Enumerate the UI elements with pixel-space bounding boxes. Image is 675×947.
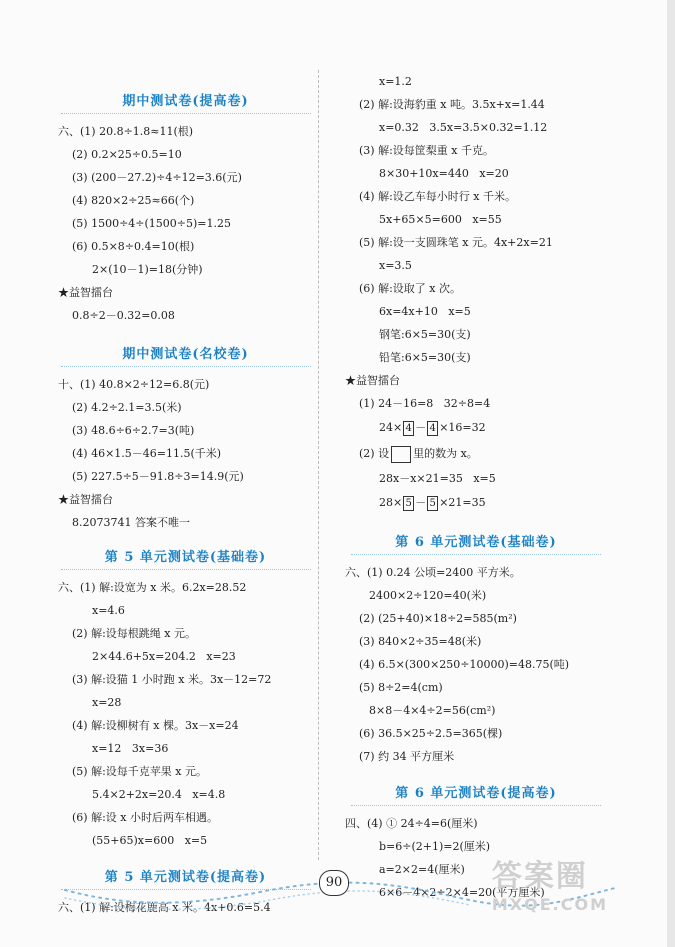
- answer-box: 4: [427, 421, 438, 436]
- answer-line: (6) 36.5×25÷2.5=365(棵): [359, 727, 503, 740]
- expr-part: －: [415, 496, 427, 509]
- watermark-logo: 答案圈 MXQE.COM: [491, 859, 608, 914]
- answer-line: 5.4×2+2x=20.4 x=4.8: [92, 788, 226, 801]
- page-edge: [667, 0, 675, 947]
- answer-line: 六、(1) 解:设梅花鹿高 x 米。4x+0.6=5.4: [58, 901, 271, 914]
- answer-line: (4) 解:设乙车每小时行 x 千米。: [359, 190, 516, 203]
- section-title: 期中测试卷(提高卷): [58, 90, 313, 114]
- answer-line: (3) 840×2÷35=48(米): [359, 635, 482, 648]
- answer-line: 5x+65×5=600 x=55: [379, 213, 502, 226]
- answer-line: 六、(1) 0.24 公顷=2400 平方米。: [345, 566, 521, 579]
- answer-box: 5: [427, 496, 438, 511]
- left-column: [58, 70, 313, 919]
- answer-line: (2) 解:设每根跳绳 x 元。: [72, 627, 196, 640]
- answer-line: (6) 解:设取了 x 次。: [359, 282, 461, 295]
- answer-line: x=28: [92, 696, 122, 709]
- answer-line: [345, 440, 607, 467]
- blank-box: [391, 446, 411, 463]
- answer-line: (2) 解:设海豹重 x 吨。3.5x+x=1.44: [359, 98, 545, 111]
- answer-line: 2×44.6+5x=204.2 x=23: [92, 650, 236, 663]
- answer-line: (6) 0.5×8÷0.4=10(根): [72, 240, 195, 253]
- answer-line: (5) 解:设一支圆珠笔 x 元。4x+2x=21: [359, 236, 553, 249]
- answer-line: (3) (200－27.2)÷4÷12=3.6(元): [72, 171, 242, 184]
- answer-line: 铅笔:6×5=30(支): [379, 351, 471, 364]
- answer-box: 5: [403, 496, 414, 511]
- answer-line: (2) (25+40)×18÷2=585(m²): [359, 612, 517, 625]
- answer-line: (3) 解:设每筐梨重 x 千克。: [359, 144, 494, 157]
- answer-line: 六、(1) 20.8÷1.8≈11(根): [58, 125, 194, 138]
- answer-line: 四、(4) ① 24÷4=6(厘米): [345, 817, 478, 830]
- answer-line: b=6÷(2+1)=2(厘米): [379, 840, 491, 853]
- answer-line: 28x－x×21=35 x=5: [379, 472, 496, 485]
- answer-line: [345, 490, 607, 515]
- answer-line: x=3.5: [379, 259, 412, 272]
- answer-line: (3) 48.6÷6÷2.7=3(吨): [72, 424, 195, 437]
- page-footer: [60, 860, 620, 920]
- answer-line: 2400×2÷120=40(米): [369, 589, 487, 602]
- expr-part: －: [415, 421, 427, 434]
- answer-line: x=0.32 3.5x=3.5×0.32=1.12: [379, 121, 548, 134]
- answer-line: (5) 1500÷4÷(1500÷5)=1.25: [72, 217, 232, 230]
- answer-line: (55+65)x=600 x=5: [92, 834, 208, 847]
- answer-line: 钢笔:6×5=30(支): [379, 328, 471, 341]
- answer-line: (5) 解:设每千克苹果 x 元。: [72, 765, 207, 778]
- answer-line: 十、(1) 40.8×2÷12=6.8(元): [58, 378, 210, 391]
- answer-line: 六、(1) 解:设宽为 x 米。6.2x=28.52: [58, 581, 247, 594]
- answer-line: x=4.6: [92, 604, 125, 617]
- section-title: 第 6 单元测试卷(提高卷): [345, 782, 607, 806]
- answer-line: (4) 46×1.5－46=11.5(千米): [72, 447, 222, 460]
- answer-line: (5) 227.5÷5－91.8÷3=14.9(元): [72, 470, 244, 483]
- answer-line: x=1.2: [379, 75, 412, 88]
- answer-line: 6×6－4×2÷2×4=20(平方厘米): [379, 886, 545, 899]
- answer-line: (2) 4.2÷2.1=3.5(米): [72, 401, 182, 414]
- bonus-label: ★益智擂台: [345, 374, 400, 387]
- expr-part: ×16=32: [439, 421, 486, 434]
- page-number: 90: [319, 870, 349, 896]
- expr-part: 24×: [379, 421, 403, 434]
- bonus-label: ★益智擂台: [58, 493, 113, 506]
- answer-line: 8×30+10x=440 x=20: [379, 167, 509, 180]
- answer-line: a=2×2=4(厘米): [379, 863, 465, 876]
- answer-line: x=12 3x=36: [92, 742, 169, 755]
- answer-line: (1) 24－16=8 32÷8=4: [359, 397, 491, 410]
- section-title: 期中测试卷(名校卷): [58, 343, 313, 367]
- expr-part: (2) 设: [359, 447, 390, 460]
- answer-line: (3) 解:设猫 1 小时跑 x 米。3x－12=72: [72, 673, 272, 686]
- right-column: [345, 70, 607, 904]
- answer-line: (7) 约 34 平方厘米: [359, 750, 455, 763]
- column-divider: [318, 70, 319, 860]
- answer-line: 0.8÷2－0.32=0.08: [72, 309, 175, 322]
- answer-line: [345, 415, 607, 440]
- expr-part: 28×: [379, 496, 403, 509]
- answer-line: 6x=4x+10 x=5: [379, 305, 471, 318]
- answer-line: (6) 解:设 x 小时后两车相遇。: [72, 811, 218, 824]
- answer-line: (4) 解:设柳树有 x 棵。3x－x=24: [72, 719, 239, 732]
- expr-part: 里的数为 x。: [413, 447, 478, 460]
- answer-box: 4: [403, 421, 414, 436]
- answer-line: 2×(10－1)=18(分钟): [92, 263, 203, 276]
- section-title: 第 5 单元测试卷(基础卷): [58, 546, 313, 570]
- answer-line: (2) 0.2×25÷0.5=10: [72, 148, 182, 161]
- answer-line: (4) 6.5×(300×250÷10000)=48.75(吨): [359, 658, 570, 671]
- answer-line: 8.2073741 答案不唯一: [72, 516, 190, 529]
- answer-line: (4) 820×2÷25≈66(个): [72, 194, 195, 207]
- answer-line: 8×8－4×4÷2=56(cm²): [369, 704, 496, 717]
- section-title: 第 5 单元测试卷(提高卷): [58, 866, 313, 890]
- section-title: 第 6 单元测试卷(基础卷): [345, 531, 607, 555]
- bonus-label: ★益智擂台: [58, 286, 113, 299]
- expr-part: ×21=35: [439, 496, 486, 509]
- answer-line: (5) 8÷2=4(cm): [359, 681, 443, 694]
